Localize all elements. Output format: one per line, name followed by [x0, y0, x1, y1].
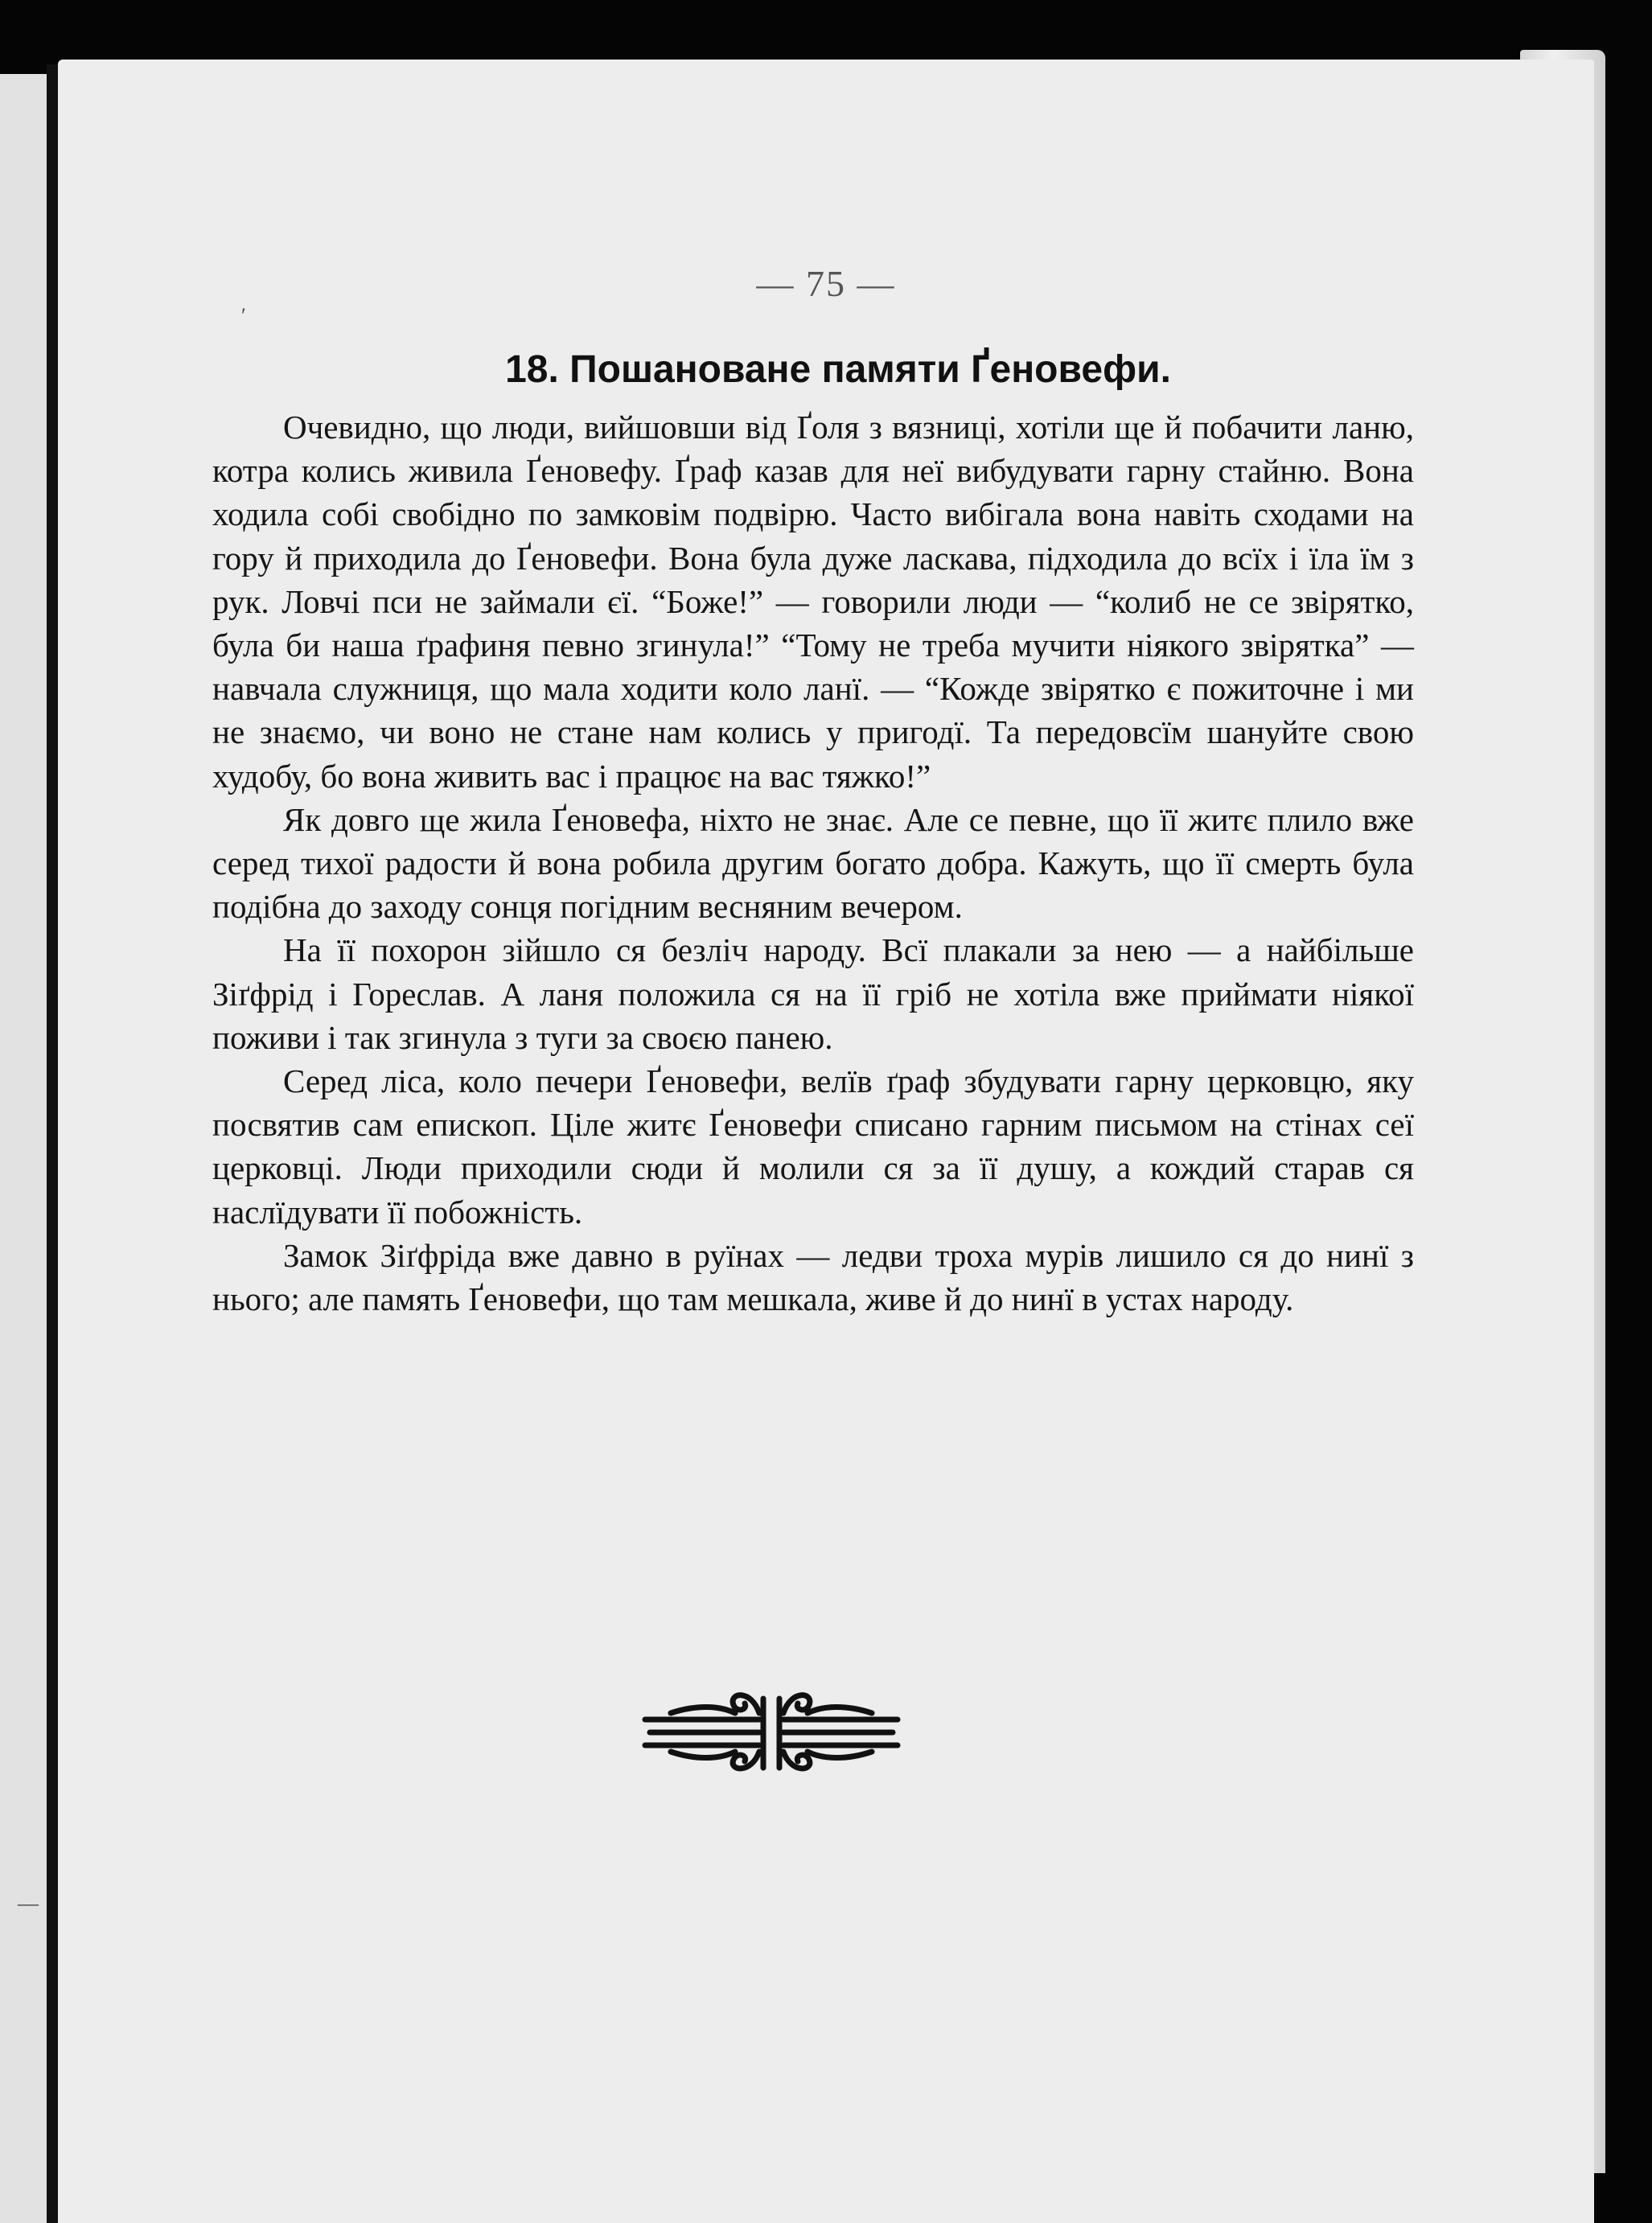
paragraph: Очевидно, що люди, вийшовши від Ґоля з вязниці, хотіли ще й побачити ланю, котра колись живила Ґеновефу. Ґраф казав для неї вибудувати гарну стайню. Вона ходила собі свобідно по замковім подвірю. Часто вибігала вона навіть сходами на гору й приходила до Ґеновефи. Вона була дуже ласкава, підходила до всїх і їла їм з рук. Ловчі пси не займали єї. “Боже!” — говорили люди — “колиб не се звірятко, була би наша ґрафиня певно згинула!” “Тому не треба мучити ніякого звірятка” — навчала служниця, що мала ходити коло ланї. — “Кожде звірятко є пожиточне і ми не знаємо, чи воно не стане нам колись у пригодї. Та передовсїм шануйте свою худобу, бо вона живить вас і працює на вас тяжко!” — [212, 409, 1414, 795]
book-page — [58, 60, 1594, 2223]
margin-mark: ′ — [241, 304, 246, 327]
margin-mark: — — [18, 1892, 39, 1915]
chapter-title: 18. Пошановане памяти Ґеновефи. — [505, 348, 1171, 391]
paragraph: На її похорон зійшло ся безліч народу. Всї плакали за нею — а найбільше Зіґфрід і Горeслав. А лaня положила ся на її гріб не хотіла вже приймати ніякої поживи і так згинула з туги за своєю панею. — [212, 931, 1414, 1056]
ornament-icon — [639, 1681, 904, 1782]
paragraph: Замок Зіґфріда вже давно в руїнах — ледви троха мурів лишило ся до нинї з нього; але память Ґеновефи, що там мешкала, живе й до нинї в устах народу. — [212, 1236, 1414, 1318]
chapter-body — [212, 405, 1414, 1321]
book-gutter — [47, 64, 58, 2223]
paragraph: Серед ліса, коло печери Ґеновефи, велїв ґраф збудувати гарну церковцю, яку посвятив сам епископ. Ціле житє Ґеновефи списано гарним письмом на стінах сеї церковці. Люди приходили сюди й молили ся за її душу, а кождий старав ся наслїдувати її побожність. — [212, 1062, 1414, 1231]
paragraph: Як довго ще жила Ґеновефа, ніхто не знає. Але се певне, що її житє плило вже серед тихої радости й вона робила другим богато добра. Кажуть, що її смерть була подібна до заходу сонця погідним весняним вечером. — [212, 800, 1414, 926]
page-number: — 75 — — [756, 263, 896, 304]
